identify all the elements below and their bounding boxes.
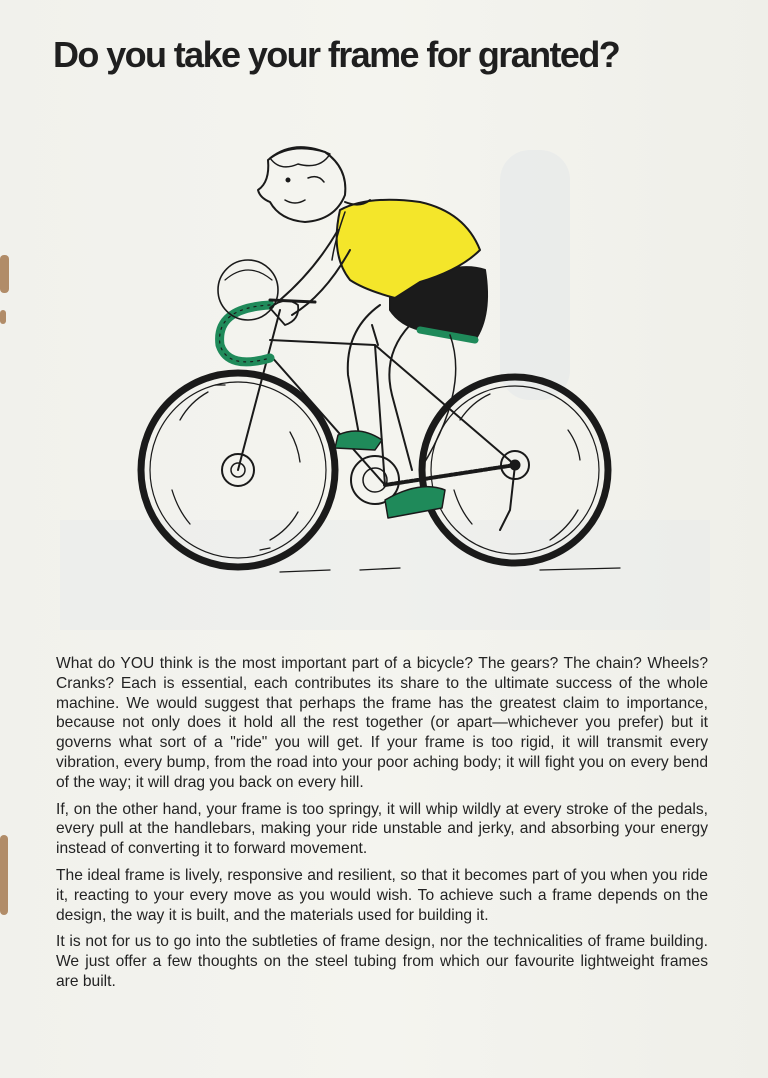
body-paragraph: If, on the other hand, your frame is too springy, it will whip wildly at every stroke of the pedals, every pull at the handlebars, making your ride unstable and jerky, and absorbing your energy instead of converting it to forward movement. <box>56 800 708 858</box>
page-title: Do you take your frame for granted? <box>53 34 620 75</box>
body-paragraph: What do YOU think is the most important part of a bicycle? The gears? The chain? Wheels? Cranks? Each is essential, each contributes its share to the ultimate success of the whole machine. We would suggest that perhaps the frame has the greatest claim to importance, because not only does it hold all the rest together (or apart—whichever you prefer) but it governs what sort of a "ride" you will get. If your frame is too rigid, it will transmit every vibration, every bump, from the road into your poor aching body; it will fight you on every bend of the way; it will drag you back on every hill. <box>56 655 708 791</box>
cyclist-illustration <box>120 140 630 580</box>
rust-stain <box>0 255 9 293</box>
rust-stain <box>0 835 8 915</box>
rust-stain <box>0 310 6 324</box>
body-text <box>56 654 708 999</box>
body-paragraph: The ideal frame is lively, responsive and resilient, so that it becomes part of you when you ride it, reacting to your every move as you would wish. To achieve such a frame depends on the design, the way it is built, and the materials used for building it. <box>56 866 708 924</box>
body-paragraph: It is not for us to go into the subtleties of frame design, nor the technicalities of frame building. We just offer a few thoughts on the steel tubing from which our favourite lightweight frames are built. <box>56 933 708 990</box>
